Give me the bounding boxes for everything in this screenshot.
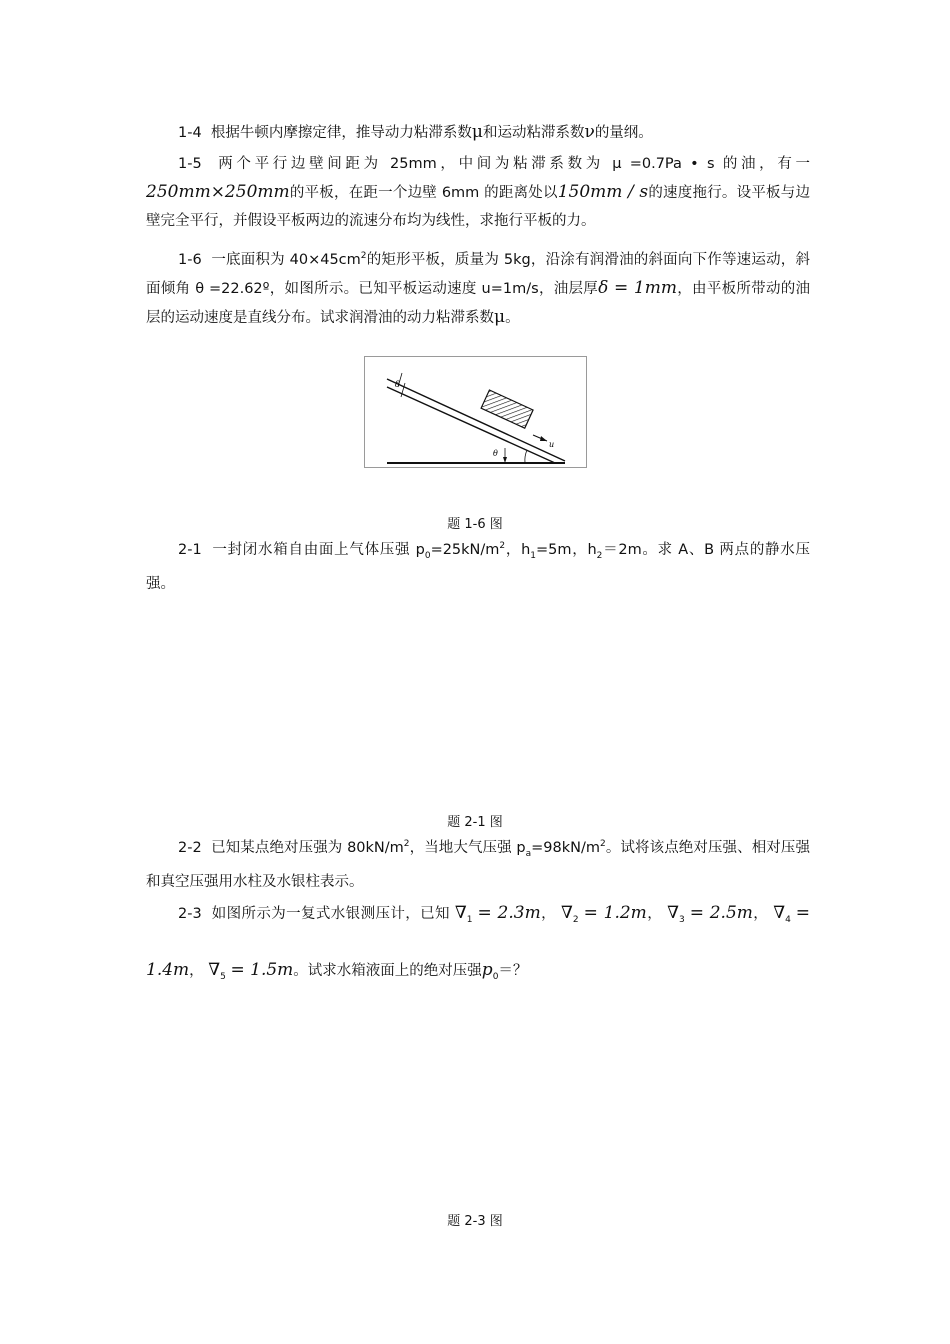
speed-formula: 150mm / s: [557, 182, 649, 202]
level-1-value: = 2.3m: [477, 903, 541, 923]
p-symbol: p: [481, 960, 493, 980]
figure-1-6-caption: 题 1-6 图: [447, 517, 503, 532]
figure-2-3-caption: 题 2-3 图: [447, 1214, 503, 1229]
nabla-symbol: ∇: [208, 960, 221, 980]
u-label: u: [549, 440, 555, 449]
level-5-value: = 1.5m: [230, 960, 294, 980]
problem-2-1: 2-1 一封闭水箱自由面上气体压强 $p_0=25kN/m^2$，$h_1=5m$，$h_2=2m$。求 A、B 两点的静水压强。: [146, 541, 810, 592]
problem-1-6: 1-6 一底面积为 $40\times 45cm^2$的矩形平板，质量为 5kg，沿涂有润滑油的斜面向下作等速运动，斜面倾角 θ =22.62º，如图所示。已知平板运动速度 u=1m/s，油层厚δ = 1mm，由平板所带动的油层的运动速度是直线分布。试求润滑油的动力粘滞系数μ。: [146, 251, 810, 327]
problem-number: 2-3: [178, 906, 202, 922]
problem-number: 1-6: [178, 251, 202, 268]
problem-1-4: 1-4 根据牛顿内摩擦定律，推导动力粘滞系数μ和运动粘滞系数ν的量纲。: [178, 122, 653, 142]
incline-diagram: [365, 357, 586, 467]
level-2-value: = 1.2m: [583, 903, 647, 923]
nabla-symbol: ∇: [561, 903, 573, 923]
incline-lower: [387, 387, 555, 463]
level-3-value: = 2.5m: [689, 903, 753, 923]
nu-symbol: ν: [584, 122, 595, 142]
theta-arc: [525, 450, 527, 463]
mu-symbol: μ: [494, 306, 506, 327]
problem-2-3: 2-3 如图所示为一复式水银测压计，已知 $\nabla_1 = 2.3m$， $\nabla_2 = 1.2m$， $\nabla_3 = 2.5m$， $\nabla_4 = 1.4m$， $\nabla_5 = 1.5m$。试求水箱液面上的绝对压强$p_0=$？: [146, 903, 811, 982]
incline-upper: [387, 379, 565, 461]
nabla-symbol: ∇: [667, 903, 679, 923]
mu-symbol: μ: [471, 122, 483, 142]
problem-number: 2-1: [178, 541, 202, 558]
nabla-symbol: ∇: [773, 903, 786, 923]
figure-2-1-caption: 题 2-1 图: [447, 815, 503, 830]
plate-size-formula: 250mm×250mm: [146, 182, 290, 202]
delta-formula: δ = 1mm: [598, 277, 677, 298]
nabla-symbol: ∇: [454, 903, 467, 923]
problem-2-2: 2-2 已知某点绝对压强为 $80kN/m^2$，当地大气压强 $p_a=98kN/m^2$。试将该点绝对压强、相对压强和真空压强用水柱及水银柱表示。: [146, 839, 810, 890]
sliding-plate: [481, 390, 533, 428]
delta-label: δ: [395, 380, 400, 389]
problem-number: 1-5: [178, 156, 202, 172]
theta-label: θ: [493, 449, 498, 458]
figure-1-6: [364, 356, 587, 468]
level-4-value: = 1.4m: [146, 903, 811, 980]
problem-number: 1-4: [178, 125, 202, 141]
problem-number: 2-2: [178, 839, 202, 856]
problem-1-5: 1-5 两个平行边壁间距为 25mm，中间为粘滞系数为 μ =0.7Pa • s 的油，有一 250mm×250mm的平板，在距一个边壁 6mm 的距离处以150mm / s的速度拖行。设平板与边壁完全平行，并假设平板两边的流速分布均为线性，求拖行平板的力。: [146, 156, 811, 229]
